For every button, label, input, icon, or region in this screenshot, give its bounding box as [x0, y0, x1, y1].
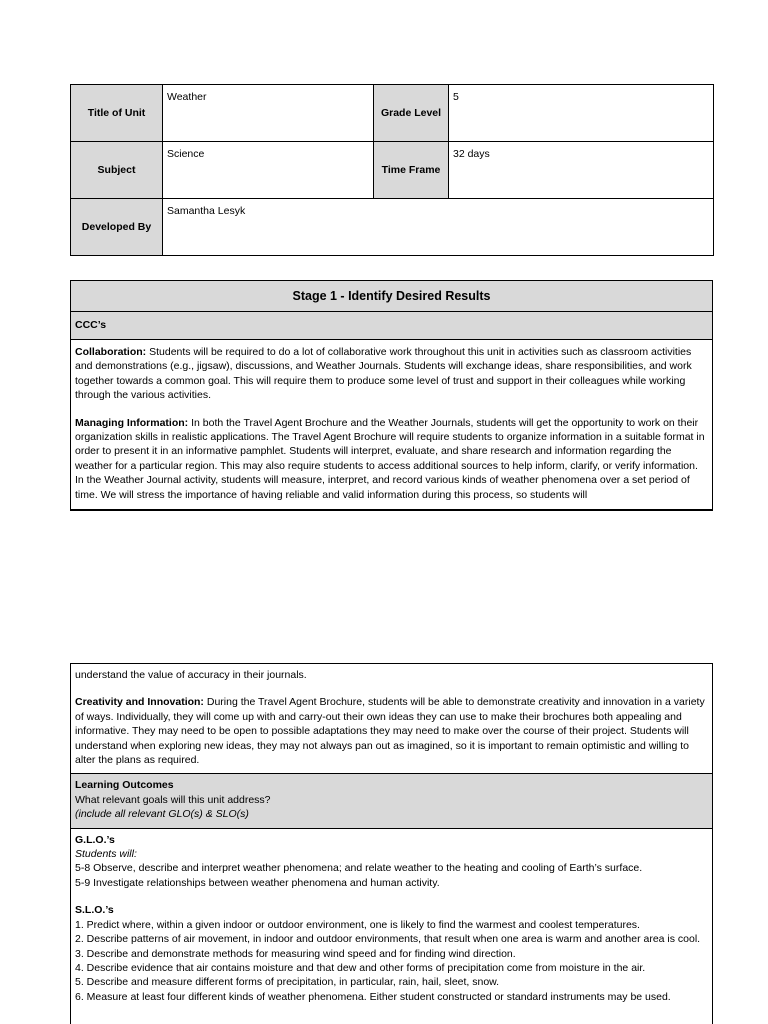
learning-outcomes-note: (include all relevant GLO(s) & SLO(s)	[75, 808, 249, 821]
subject-label: Subject	[71, 142, 163, 199]
developed-by-value: Samantha Lesyk	[163, 199, 714, 256]
ccc-continued-cell	[71, 664, 712, 774]
glo-intro: Students will:	[75, 848, 137, 861]
slo-item: 4. Describe evidence that air contains moisture and that dew and other forms of precipitation come from moisture in the air.	[75, 961, 646, 974]
creativity-text: During the Travel Agent Brochure, students will be able to demonstrate creativity and innovation in a variety of ways. Individually, they will come up with and carry-out their own ideas they can use to make their brochures both appealing and informative. They may need to be open to possible adaptations they may need to make over the course of their project. Students will understand when exploring new ideas, they may not always pan out as imagined, so it is important to remain optimistic and willing to alter the plans as required.	[75, 696, 705, 767]
time-frame-label: Time Frame	[374, 142, 449, 199]
stage1-title: Stage 1 - Identify Desired Results	[71, 281, 712, 312]
learning-outcomes-cell	[71, 774, 712, 828]
continued-first-line: understand the value of accuracy in their journals.	[75, 669, 307, 681]
ccc-body	[71, 340, 712, 505]
collaboration-text: Students will be required to do a lot of collaborative work throughout this unit in activities such as classroom activities and demonstrations (e.g., jigsaw), discussions, and Weather Journals. Students will exchange ideas, share responsibilities, and work together towards a common goal. This will require them to produce some level of trust and support in their colleagues while working through the various activities.	[75, 346, 692, 402]
glo-item: 5-8 Observe, describe and interpret weather phenomena; and relate weather to the heating and cooling of Earth’s surface.	[75, 862, 643, 875]
grade-level-label: Grade Level	[374, 85, 449, 142]
stage1-continued-table	[70, 663, 713, 1024]
creativity-label: Creativity and Innovation:	[75, 696, 204, 709]
unit-info-table	[70, 84, 713, 256]
managing-information-label: Managing Information:	[75, 416, 189, 429]
creativity-paragraph	[75, 695, 708, 767]
glo-item: 5-9 Investigate relationships between weather phenomena and human activity.	[75, 876, 440, 889]
collaboration-paragraph	[75, 345, 708, 403]
slo-item: 5. Describe and measure different forms of precipitation, in particular, rain, hail, sleet, snow.	[75, 976, 500, 989]
grade-level-value: 5	[449, 85, 714, 142]
time-frame-value: 32 days	[449, 142, 714, 199]
glo-heading: G.L.O.’s	[75, 833, 115, 846]
slo-item: 3. Describe and demonstrate methods for measuring wind speed and for finding wind direction.	[75, 947, 516, 960]
outcomes-list-cell	[71, 829, 712, 1004]
managing-information-paragraph	[75, 416, 708, 502]
title-of-unit-label: Title of Unit	[71, 85, 163, 142]
slo-heading: S.L.O.’s	[75, 904, 114, 917]
slo-item: 6. Measure at least four different kinds of weather phenomena. Either student constructed or standard instruments may be used.	[75, 990, 671, 1003]
slo-item: 2. Describe patterns of air movement, in indoor and outdoor environments, that result when one area is warm and another area is cool.	[75, 933, 701, 946]
subject-value: Science	[163, 142, 374, 199]
managing-information-text: In both the Travel Agent Brochure and the Weather Journals, students will get the opportunity to work on their organization skills in realistic applications. The Travel Agent Brochure will require students to organize information in a suitable format in order to present it in an informative pamphlet. Students will interpret, evaluate, and share research and information regarding the weather for a particular region. This may also require students to access additional sources to help inform, clarify, or verify information. In the Weather Journal activity, students will measure, interpret, and record various kinds of weather phenomena over a set period of time. We will stress the importance of having reliable and valid information during this process, so students will	[75, 416, 705, 501]
learning-outcomes-question: What relevant goals will this unit address?	[75, 793, 271, 806]
title-of-unit-value: Weather	[163, 85, 374, 142]
ccc-heading: CCC’s	[71, 312, 712, 340]
learning-outcomes-heading: Learning Outcomes	[75, 779, 174, 792]
stage1-table	[70, 280, 713, 511]
slo-item: 1. Predict where, within a given indoor or outdoor environment, one is likely to find the warmest and coolest temperatures.	[75, 918, 640, 931]
collaboration-label: Collaboration:	[75, 346, 147, 358]
developed-by-label: Developed By	[71, 199, 163, 256]
